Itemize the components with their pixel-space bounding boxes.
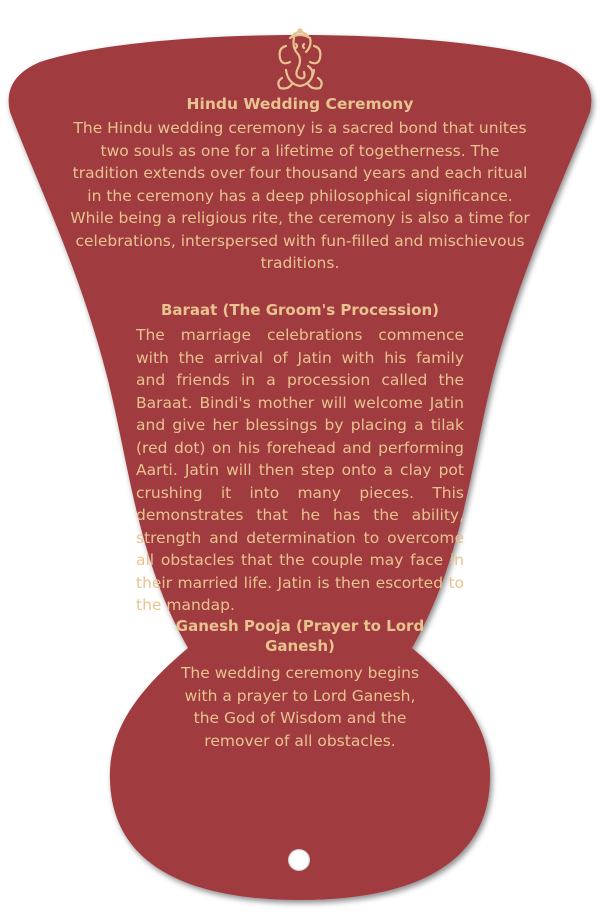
intro-paragraph: The Hindu wedding ceremony is a sacred bond that unites two souls as one for a lifetime of togetherness. The tradition extends over four thousand years and each ritual in the ceremony has a deep philosophical significance. While being a religious rite, the ceremony is also a time for celebrations, interspersed with fun-filled and mischievous traditions. (70, 119, 530, 272)
section-text-baraat: The marriage celebrations commence with the arrival of Jatin with his family and friends in a procession called the Baraat. Bindi's mother will welcome Jatin and give her blessings by placing a tilak (red dot) on his forehead and performing Aarti. Jatin will then step onto a clay pot crushing it into many pieces. This demonstrates that he has the ability, strength and determination to overcome all obstacles that the couple may face in their married life. Jatin is then escorted to the mandap. (136, 326, 464, 614)
ganesh-icon (268, 26, 332, 92)
section-heading-ganesh-pooja: Ganesh Pooja (Prayer to Lord Ganesh) (175, 617, 425, 655)
page-title: Hindu Wedding Ceremony (186, 95, 414, 113)
section-heading-baraat: Baraat (The Groom's Procession) (160, 301, 440, 319)
hang-hole (288, 849, 310, 871)
section-text-ganesh-pooja: The wedding ceremony begins with a prayer to Lord Ganesh, the God of Wisdom and the remover of all obstacles. (180, 664, 420, 750)
